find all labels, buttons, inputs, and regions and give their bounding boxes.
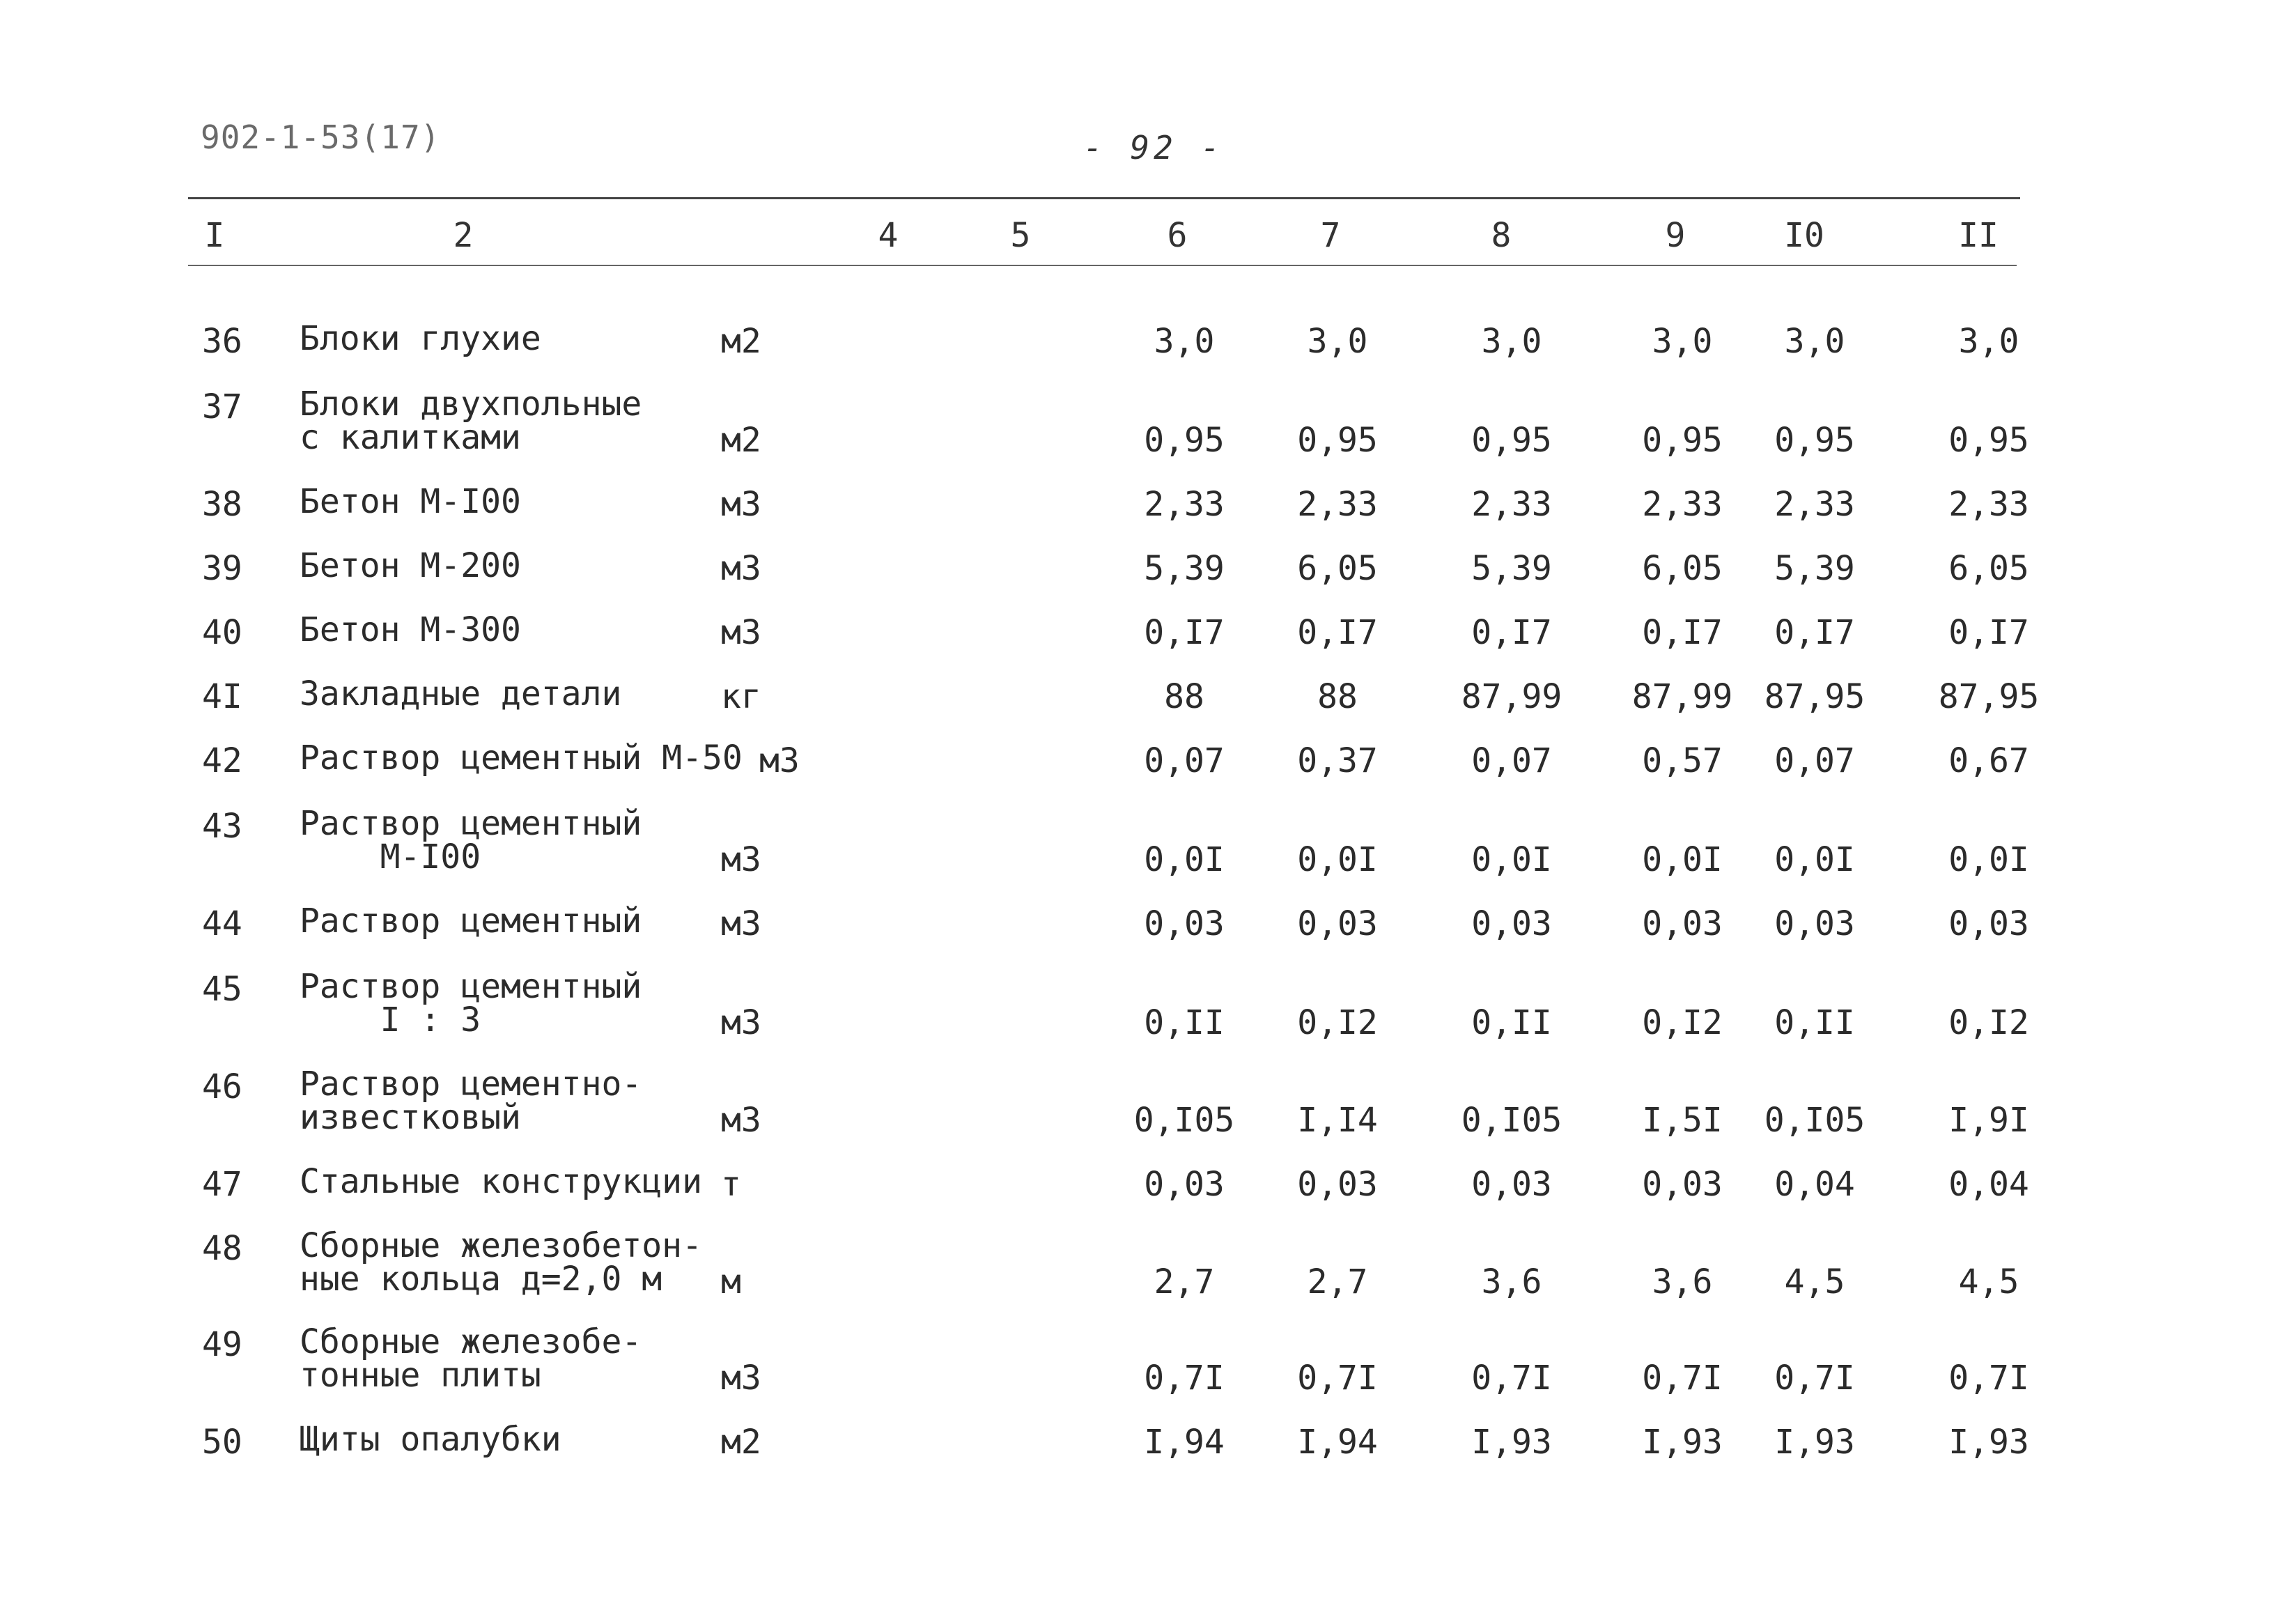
material-name: Раствор цементный М-I00 bbox=[300, 804, 642, 876]
value-col-9: 0,I7 bbox=[1642, 613, 1723, 652]
value-col-9: 0,95 bbox=[1642, 421, 1723, 460]
column-header: 9 bbox=[1665, 216, 1686, 255]
column-header: 5 bbox=[1010, 216, 1031, 255]
unit: м3 bbox=[721, 549, 761, 588]
value-col-9: 0,I2 bbox=[1642, 1003, 1723, 1042]
row-number: 39 bbox=[202, 549, 242, 588]
value-col-7: 0,37 bbox=[1297, 741, 1378, 780]
material-name: Щиты опалубки bbox=[300, 1420, 561, 1459]
value-col-6: 0,7I bbox=[1144, 1359, 1225, 1398]
value-col-8: 0,I7 bbox=[1471, 613, 1552, 652]
value-col-11: 2,33 bbox=[1948, 485, 2029, 524]
value-col-7: 0,95 bbox=[1297, 421, 1378, 460]
value-col-6: 0,95 bbox=[1144, 421, 1225, 460]
document-code: 902-1-53(17) bbox=[201, 118, 441, 156]
value-col-10: 0,95 bbox=[1774, 421, 1855, 460]
value-col-10: 4,5 bbox=[1784, 1262, 1845, 1301]
column-header: 6 bbox=[1167, 216, 1188, 255]
value-col-9: 6,05 bbox=[1642, 549, 1723, 588]
value-col-8: 0,95 bbox=[1471, 421, 1552, 460]
value-col-10: 0,03 bbox=[1774, 904, 1855, 943]
value-col-10: I,93 bbox=[1774, 1423, 1855, 1462]
value-col-8: I,93 bbox=[1471, 1423, 1552, 1462]
unit: м3 bbox=[721, 904, 761, 943]
value-col-6: 0,I05 bbox=[1133, 1101, 1235, 1140]
column-header: I0 bbox=[1784, 216, 1824, 255]
value-col-11: 0,95 bbox=[1948, 421, 2029, 460]
material-name: Раствор цементно- известковый bbox=[300, 1065, 642, 1137]
value-col-8: 3,6 bbox=[1481, 1262, 1542, 1301]
value-col-7: 88 bbox=[1317, 677, 1358, 716]
value-col-7: 0,I2 bbox=[1297, 1003, 1378, 1042]
value-col-9: 3,6 bbox=[1652, 1262, 1713, 1301]
value-col-10: 0,04 bbox=[1774, 1165, 1855, 1204]
value-col-9: I,93 bbox=[1642, 1423, 1723, 1462]
value-col-7: 0,7I bbox=[1297, 1359, 1378, 1398]
value-col-6: 5,39 bbox=[1144, 549, 1225, 588]
value-col-8: 87,99 bbox=[1461, 677, 1562, 716]
row-number: 38 bbox=[202, 485, 242, 524]
value-col-8: 0,03 bbox=[1471, 1165, 1552, 1204]
row-number: 36 bbox=[202, 322, 242, 361]
value-col-6: 0,0I bbox=[1144, 840, 1225, 879]
value-col-9: 2,33 bbox=[1642, 485, 1723, 524]
value-col-6: 2,7 bbox=[1154, 1262, 1215, 1301]
row-number: 46 bbox=[202, 1067, 242, 1106]
value-col-6: 0,03 bbox=[1144, 904, 1225, 943]
value-col-8: 0,I05 bbox=[1461, 1101, 1562, 1140]
value-col-8: 0,0I bbox=[1471, 840, 1552, 879]
value-col-8: 0,II bbox=[1471, 1003, 1552, 1042]
value-col-11: 0,03 bbox=[1948, 904, 2029, 943]
value-col-11: 0,67 bbox=[1948, 741, 2029, 780]
value-col-8: 0,7I bbox=[1471, 1359, 1552, 1398]
value-col-9: I,5I bbox=[1642, 1101, 1723, 1140]
value-col-10: 0,I05 bbox=[1764, 1101, 1866, 1140]
row-number: 40 bbox=[202, 613, 242, 652]
value-col-10: 2,33 bbox=[1774, 485, 1855, 524]
value-col-11: 4,5 bbox=[1958, 1262, 2019, 1301]
material-name: Бетон М-200 bbox=[300, 546, 521, 585]
value-col-11: 0,0I bbox=[1948, 840, 2029, 879]
value-col-9: 3,0 bbox=[1652, 322, 1713, 361]
row-number: 50 bbox=[202, 1423, 242, 1462]
row-number: 42 bbox=[202, 741, 242, 780]
value-col-6: 0,07 bbox=[1144, 741, 1225, 780]
value-col-6: I,94 bbox=[1144, 1423, 1225, 1462]
row-number: 48 bbox=[202, 1229, 242, 1268]
value-col-7: 6,05 bbox=[1297, 549, 1378, 588]
material-name: Закладные детали bbox=[300, 674, 622, 713]
unit: м bbox=[721, 1262, 741, 1301]
value-col-10: 87,95 bbox=[1764, 677, 1866, 716]
material-name: Бетон М-300 bbox=[300, 610, 521, 649]
unit: м3 bbox=[721, 485, 761, 524]
value-col-7: 0,I7 bbox=[1297, 613, 1378, 652]
value-col-8: 0,07 bbox=[1471, 741, 1552, 780]
row-number: 43 bbox=[202, 807, 242, 846]
value-col-10: 0,II bbox=[1774, 1003, 1855, 1042]
row-number: 44 bbox=[202, 904, 242, 943]
value-col-7: 0,0I bbox=[1297, 840, 1378, 879]
value-col-8: 2,33 bbox=[1471, 485, 1552, 524]
value-col-7: 0,03 bbox=[1297, 904, 1378, 943]
value-col-9: 0,57 bbox=[1642, 741, 1723, 780]
value-col-6: 2,33 bbox=[1144, 485, 1225, 524]
row-number: 37 bbox=[202, 387, 242, 426]
value-col-6: 0,03 bbox=[1144, 1165, 1225, 1204]
value-col-11: 0,I7 bbox=[1948, 613, 2029, 652]
value-col-7: 3,0 bbox=[1307, 322, 1368, 361]
value-col-11: I,93 bbox=[1948, 1423, 2029, 1462]
material-name: Раствор цементный bbox=[300, 902, 642, 941]
material-name: Блоки глухие bbox=[300, 319, 541, 358]
value-col-11: 0,04 bbox=[1948, 1165, 2029, 1204]
row-number: 47 bbox=[202, 1165, 242, 1204]
value-col-6: 3,0 bbox=[1154, 322, 1215, 361]
value-col-9: 0,7I bbox=[1642, 1359, 1723, 1398]
unit: м3 bbox=[721, 1101, 761, 1140]
value-col-7: I,94 bbox=[1297, 1423, 1378, 1462]
value-col-9: 87,99 bbox=[1631, 677, 1733, 716]
row-number: 4I bbox=[202, 677, 242, 716]
value-col-6: 0,I7 bbox=[1144, 613, 1225, 652]
value-col-11: 3,0 bbox=[1958, 322, 2019, 361]
value-col-8: 0,03 bbox=[1471, 904, 1552, 943]
value-col-10: 0,0I bbox=[1774, 840, 1855, 879]
value-col-11: 0,7I bbox=[1948, 1359, 2029, 1398]
value-col-10: 0,7I bbox=[1774, 1359, 1855, 1398]
value-col-11: I,9I bbox=[1948, 1101, 2029, 1140]
unit: м2 bbox=[721, 1423, 761, 1462]
header-top-rule bbox=[188, 197, 2020, 199]
unit: м3 bbox=[721, 840, 761, 879]
unit: м3 bbox=[721, 1359, 761, 1398]
unit: м3 bbox=[721, 613, 761, 652]
value-col-8: 5,39 bbox=[1471, 549, 1552, 588]
row-number: 49 bbox=[202, 1325, 242, 1364]
value-col-7: I,I4 bbox=[1297, 1101, 1378, 1140]
column-header: 7 bbox=[1320, 216, 1341, 255]
material-name: Сборные железобе- тонные плиты bbox=[300, 1322, 642, 1395]
material-name: Раствор цементный М-50 bbox=[300, 739, 743, 778]
value-col-10: 3,0 bbox=[1784, 322, 1845, 361]
material-name: Раствор цементный I : 3 bbox=[300, 967, 642, 1039]
value-col-11: 87,95 bbox=[1938, 677, 2040, 716]
column-header: I bbox=[204, 216, 225, 255]
unit: м2 bbox=[721, 322, 761, 361]
header-bottom-rule bbox=[188, 265, 2017, 266]
page-number: - 92 - bbox=[1083, 129, 1225, 167]
column-header: 2 bbox=[453, 216, 474, 255]
value-col-9: 0,03 bbox=[1642, 1165, 1723, 1204]
value-col-10: 0,I7 bbox=[1774, 613, 1855, 652]
value-col-6: 0,II bbox=[1144, 1003, 1225, 1042]
row-number: 45 bbox=[202, 970, 242, 1009]
unit: т bbox=[721, 1165, 741, 1204]
material-name: Сборные железобетон- ные кольца д=2,0 м bbox=[300, 1226, 702, 1299]
value-col-11: 6,05 bbox=[1948, 549, 2029, 588]
unit: м3 bbox=[759, 741, 800, 780]
value-col-7: 2,33 bbox=[1297, 485, 1378, 524]
material-name: Стальные конструкции bbox=[300, 1162, 702, 1201]
unit: м2 bbox=[721, 421, 761, 460]
value-col-9: 0,0I bbox=[1642, 840, 1723, 879]
value-col-8: 3,0 bbox=[1481, 322, 1542, 361]
value-col-7: 0,03 bbox=[1297, 1165, 1378, 1204]
material-name: Блоки двухпольные с калитками bbox=[300, 385, 642, 457]
column-header: 8 bbox=[1491, 216, 1512, 255]
unit: кг bbox=[721, 677, 761, 716]
material-name: Бетон М-I00 bbox=[300, 482, 521, 521]
value-col-9: 0,03 bbox=[1642, 904, 1723, 943]
column-header: II bbox=[1958, 216, 1999, 255]
value-col-7: 2,7 bbox=[1307, 1262, 1368, 1301]
value-col-6: 88 bbox=[1164, 677, 1204, 716]
value-col-10: 0,07 bbox=[1774, 741, 1855, 780]
column-header: 4 bbox=[878, 216, 899, 255]
unit: м3 bbox=[721, 1003, 761, 1042]
value-col-11: 0,I2 bbox=[1948, 1003, 2029, 1042]
value-col-10: 5,39 bbox=[1774, 549, 1855, 588]
